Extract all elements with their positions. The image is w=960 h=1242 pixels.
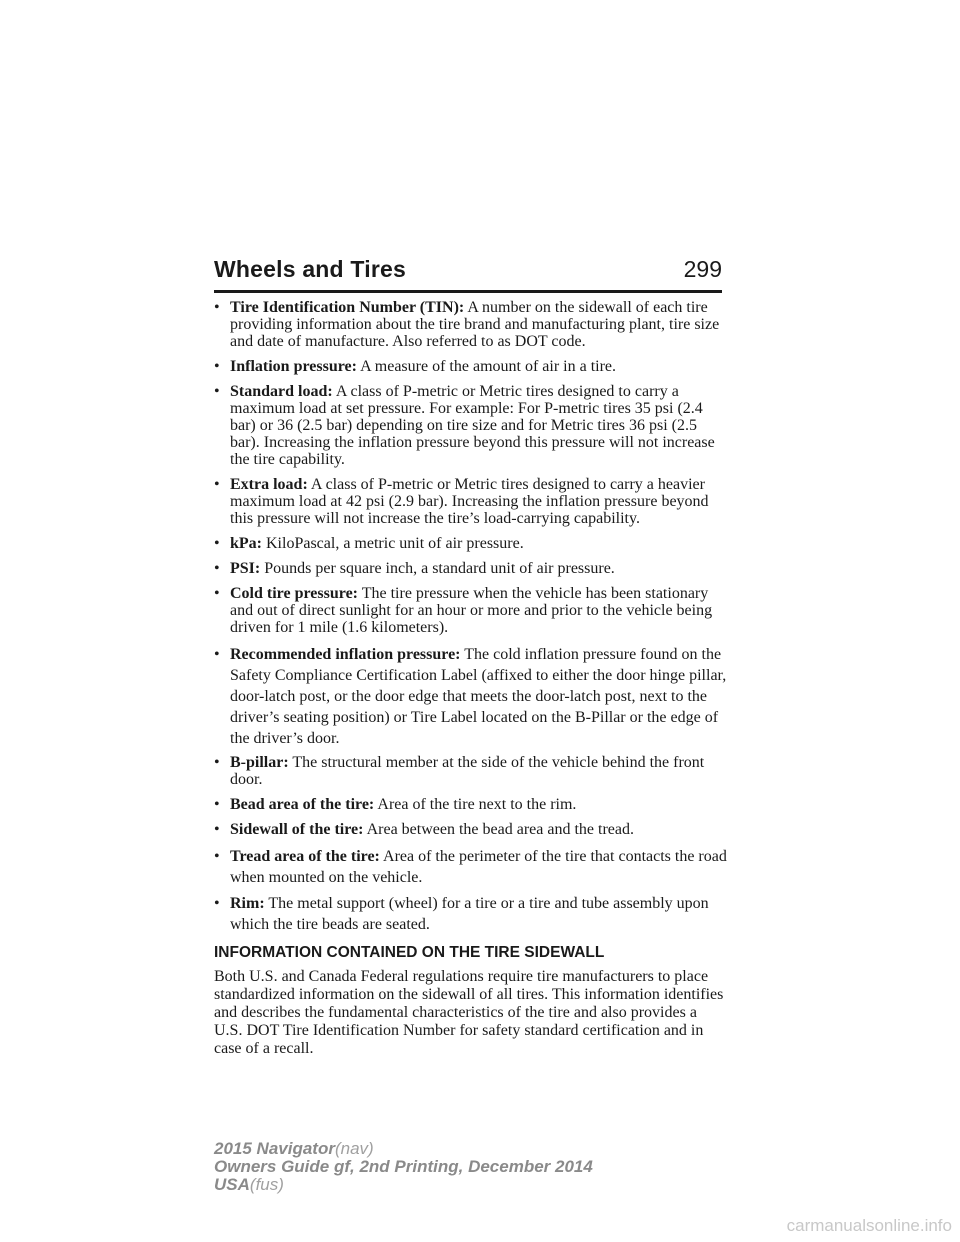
term-definition: A class of P-metric or Metric tires designed to carry a maximum load at set pressure. For example: For P-metric tires 35 psi (2.4 bar) or 36 (2.5 bar) depending on tire size and for Metric tires 36 psi (2.5 bar). Increasing the inflation pressure beyond this pressure will not increase the tire capability. (230, 383, 715, 468)
footer-market-code: (fus) (249, 1175, 284, 1194)
footer-model-code: (nav) (334, 1139, 374, 1158)
section-title: Wheels and Tires (214, 256, 406, 282)
definition-item-tread-area (214, 846, 729, 888)
bullet-icon: • (214, 535, 220, 552)
bullet-icon: • (214, 796, 220, 813)
term-definition: A number on the sidewall of each tire providing information about the tire brand and manufacturing plant, tire size and date of manufacture. Also referred to as DOT code. (230, 299, 720, 350)
term-name: Tire Identification Number (TIN): (230, 299, 465, 316)
definition-item-tin (214, 299, 729, 350)
bullet-icon: • (214, 476, 220, 493)
bullet-icon: • (214, 848, 220, 865)
term-name: Inflation pressure: (230, 358, 357, 375)
bullet-icon: • (214, 383, 220, 400)
term-name: Rim: (230, 895, 265, 912)
term-name: Recommended inflation pressure: (230, 646, 461, 663)
page-number: 299 (683, 256, 722, 282)
bullet-icon: • (214, 821, 220, 838)
term-definition: KiloPascal, a metric unit of air pressure. (266, 535, 524, 552)
page-content (214, 299, 729, 1058)
term-name: Cold tire pressure: (230, 585, 358, 602)
bullet-icon: • (214, 646, 220, 663)
definition-item-sidewall (214, 821, 729, 838)
term-definition: A measure of the amount of air in a tire. (360, 358, 617, 375)
page-header (214, 256, 722, 296)
header-divider (214, 290, 722, 293)
term-definition: The structural member at the side of the vehicle behind the front door. (230, 754, 705, 788)
definition-item-inflation-pressure (214, 358, 729, 375)
bullet-icon: • (214, 585, 220, 602)
definition-item-cold-tire-pressure (214, 585, 729, 636)
term-name: Standard load: (230, 383, 333, 400)
watermark: carmanualsonline.info (786, 1216, 952, 1235)
definition-item-recommended-inflation-pressure (214, 644, 729, 749)
term-name: B-pillar: (230, 754, 289, 771)
footer-model: 2015 Navigator (214, 1139, 335, 1158)
term-name: Sidewall of the tire: (230, 821, 364, 838)
term-name: Bead area of the tire: (230, 796, 375, 813)
term-definition: The tire pressure when the vehicle has been stationary and out of direct sunlight for an hour or more and prior to the vehicle being driven for 1 mile (1.6 kilometers). (230, 585, 713, 636)
term-definition: The cold inflation pressure found on the Safety Compliance Certification Label (affixed to either the door hinge pillar, door-latch post, or the door edge that meets the door-latch post, next to the driver’s seating position) or Tire Label located on the B-Pillar or the edge of the driver’s door. (230, 646, 727, 747)
term-name: Extra load: (230, 476, 308, 493)
section-heading: INFORMATION CONTAINED ON THE TIRE SIDEWALL (214, 944, 605, 961)
definition-item-extra-load (214, 476, 729, 527)
definition-item-rim (214, 893, 729, 935)
footer-line-market (214, 1176, 593, 1194)
footer-printing: Owners Guide gf, 2nd Printing, December 2014 (214, 1157, 593, 1176)
definition-item-bead-area (214, 796, 729, 813)
bullet-icon: • (214, 299, 220, 316)
bullet-icon: • (214, 560, 220, 577)
bullet-icon: • (214, 754, 220, 771)
footer-market: USA (214, 1175, 250, 1194)
term-definition: The metal support (wheel) for a tire or a tire and tube assembly upon which the tire beads are seated. (230, 895, 709, 933)
term-definition: Area of the tire next to the rim. (377, 796, 577, 813)
definition-item-kpa (214, 535, 729, 552)
document-footer (214, 1140, 593, 1194)
term-name: PSI: (230, 560, 261, 577)
term-definition: Pounds per square inch, a standard unit of air pressure. (264, 560, 615, 577)
section-paragraph: Both U.S. and Canada Federal regulations require tire manufacturers to place standardized information on the sidewall of all tires. This information identifies and describes the fundamental characteristics of the tire and also provides a U.S. DOT Tire Identification Number for safety standard certification and in case of a recall. (214, 968, 724, 1057)
definition-item-psi (214, 560, 729, 577)
definition-item-standard-load (214, 383, 729, 468)
bullet-icon: • (214, 895, 220, 912)
term-name: kPa: (230, 535, 262, 552)
term-definition: Area of the perimeter of the tire that contacts the road when mounted on the vehicle. (230, 848, 727, 886)
bullet-icon: • (214, 358, 220, 375)
definition-item-b-pillar (214, 754, 729, 788)
term-definition: Area between the bead area and the tread. (366, 821, 634, 838)
term-name: Tread area of the tire: (230, 848, 380, 865)
term-definition: A class of P-metric or Metric tires designed to carry a heavier maximum load at 42 psi (2.9 bar). Increasing the inflation pressure beyond this pressure will not increase the tire’s load-carrying capability. (230, 476, 709, 527)
footer-line-model (214, 1140, 593, 1158)
